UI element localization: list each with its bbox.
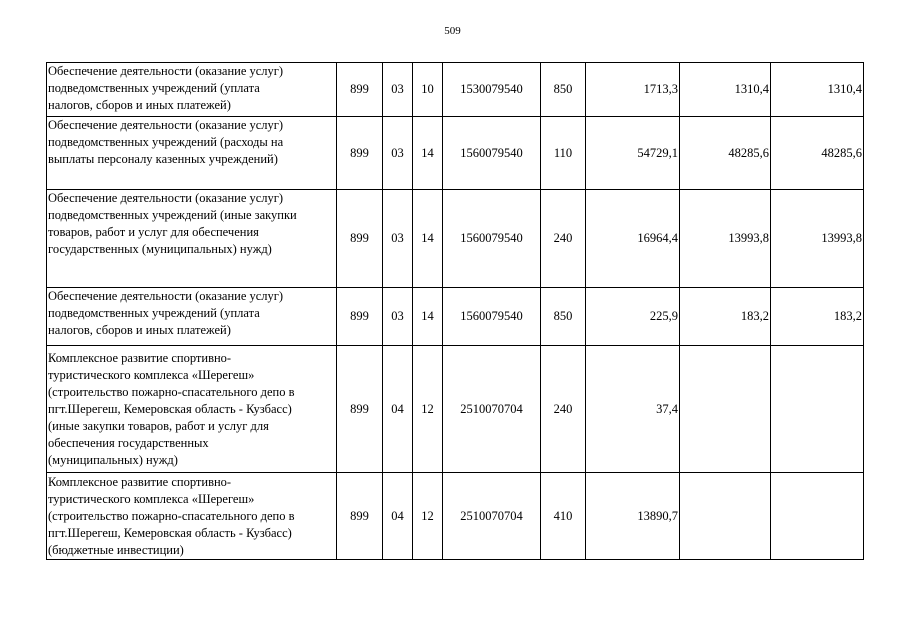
description-line: Комплексное развитие спортивно- <box>48 350 232 365</box>
target-article-cell: 1560079540 <box>443 190 541 288</box>
description-line: Обеспечение деятельности (оказание услуг) <box>48 289 284 303</box>
description-line: подведомственных учреждений (иные закупки <box>48 208 297 222</box>
budget-table <box>46 62 864 560</box>
description-line: пгт.Шерегеш, Кемеровская область - Кузбасс) <box>48 401 292 416</box>
amount-year-2-cell: 183,2 <box>680 288 771 346</box>
description-line: (иные закупки товаров, работ и услуг для <box>48 418 269 433</box>
amount-year-3-cell: 48285,6 <box>771 117 864 190</box>
expense-type-cell: 110 <box>541 117 586 190</box>
description-line: выплаты персоналу казенных учреждений) <box>48 152 278 166</box>
ministry-code-cell: 899 <box>337 117 383 190</box>
amount-year-2-cell <box>680 473 771 560</box>
table-row <box>47 346 864 473</box>
description-line: (строительство пожарно-спасательного депо в <box>48 508 295 523</box>
target-article-cell: 1560079540 <box>443 117 541 190</box>
amount-year-1-cell: 37,4 <box>586 346 680 473</box>
table-row <box>47 473 864 560</box>
description-line: Комплексное развитие спортивно- <box>48 474 232 489</box>
subsection-code-cell: 12 <box>413 473 443 560</box>
table-row <box>47 190 864 288</box>
table-row <box>47 117 864 190</box>
amount-year-3-cell: 183,2 <box>771 288 864 346</box>
ministry-code-cell: 899 <box>337 190 383 288</box>
section-code-cell: 03 <box>383 117 413 190</box>
expense-type-cell: 240 <box>541 190 586 288</box>
description-line: Обеспечение деятельности (оказание услуг) <box>48 118 284 132</box>
amount-year-1-cell: 225,9 <box>586 288 680 346</box>
target-article-cell: 1530079540 <box>443 63 541 117</box>
amount-year-2-cell: 13993,8 <box>680 190 771 288</box>
subsection-code-cell: 14 <box>413 117 443 190</box>
row-description <box>47 190 337 288</box>
section-code-cell: 03 <box>383 190 413 288</box>
amount-year-2-cell: 1310,4 <box>680 63 771 117</box>
ministry-code-cell: 899 <box>337 288 383 346</box>
page-number: 509 <box>444 25 461 37</box>
amount-year-2-cell: 48285,6 <box>680 117 771 190</box>
table-row <box>47 288 864 346</box>
section-code-cell: 04 <box>383 473 413 560</box>
description-line: товаров, работ и услуг для обеспечения <box>48 225 259 239</box>
description-line: налогов, сборов и иных платежей) <box>48 323 231 337</box>
target-article-cell: 2510070704 <box>443 473 541 560</box>
ministry-code-cell: 899 <box>337 63 383 117</box>
description-line: (муниципальных) нужд) <box>48 452 178 467</box>
description-line: (бюджетные инвестиции) <box>48 542 184 557</box>
amount-year-3-cell <box>771 473 864 560</box>
description-line: туристического комплекса «Шерегеш» <box>48 491 255 506</box>
subsection-code-cell: 10 <box>413 63 443 117</box>
row-description <box>47 63 337 117</box>
expense-type-cell: 410 <box>541 473 586 560</box>
description-line: (строительство пожарно-спасательного депо в <box>48 384 295 399</box>
row-description <box>47 117 337 190</box>
description-line: пгт.Шерегеш, Кемеровская область - Кузбасс) <box>48 525 292 540</box>
ministry-code-cell: 899 <box>337 346 383 473</box>
amount-year-3-cell <box>771 346 864 473</box>
subsection-code-cell: 14 <box>413 190 443 288</box>
description-line: подведомственных учреждений (уплата <box>48 306 260 320</box>
target-article-cell: 2510070704 <box>443 346 541 473</box>
amount-year-1-cell: 16964,4 <box>586 190 680 288</box>
description-line: подведомственных учреждений (расходы на <box>48 135 284 149</box>
subsection-code-cell: 14 <box>413 288 443 346</box>
amount-year-3-cell: 1310,4 <box>771 63 864 117</box>
ministry-code-cell: 899 <box>337 473 383 560</box>
amount-year-1-cell: 1713,3 <box>586 63 680 117</box>
section-code-cell: 03 <box>383 288 413 346</box>
table-row <box>47 63 864 117</box>
expense-type-cell: 850 <box>541 288 586 346</box>
row-description <box>47 288 337 346</box>
row-description <box>47 473 337 560</box>
amount-year-1-cell: 13890,7 <box>586 473 680 560</box>
description-line: налогов, сборов и иных платежей) <box>48 98 231 112</box>
expense-type-cell: 850 <box>541 63 586 117</box>
row-description <box>47 346 337 473</box>
expense-type-cell: 240 <box>541 346 586 473</box>
subsection-code-cell: 12 <box>413 346 443 473</box>
description-line: обеспечения государственных <box>48 435 209 450</box>
target-article-cell: 1560079540 <box>443 288 541 346</box>
section-code-cell: 04 <box>383 346 413 473</box>
amount-year-3-cell: 13993,8 <box>771 190 864 288</box>
amount-year-1-cell: 54729,1 <box>586 117 680 190</box>
table-body <box>47 63 864 560</box>
description-line: государственных (муниципальных) нужд) <box>48 242 272 256</box>
description-line: Обеспечение деятельности (оказание услуг) <box>48 64 284 78</box>
description-line: Обеспечение деятельности (оказание услуг) <box>48 191 284 205</box>
description-line: туристического комплекса «Шерегеш» <box>48 367 255 382</box>
description-line: подведомственных учреждений (уплата <box>48 81 260 95</box>
section-code-cell: 03 <box>383 63 413 117</box>
amount-year-2-cell <box>680 346 771 473</box>
